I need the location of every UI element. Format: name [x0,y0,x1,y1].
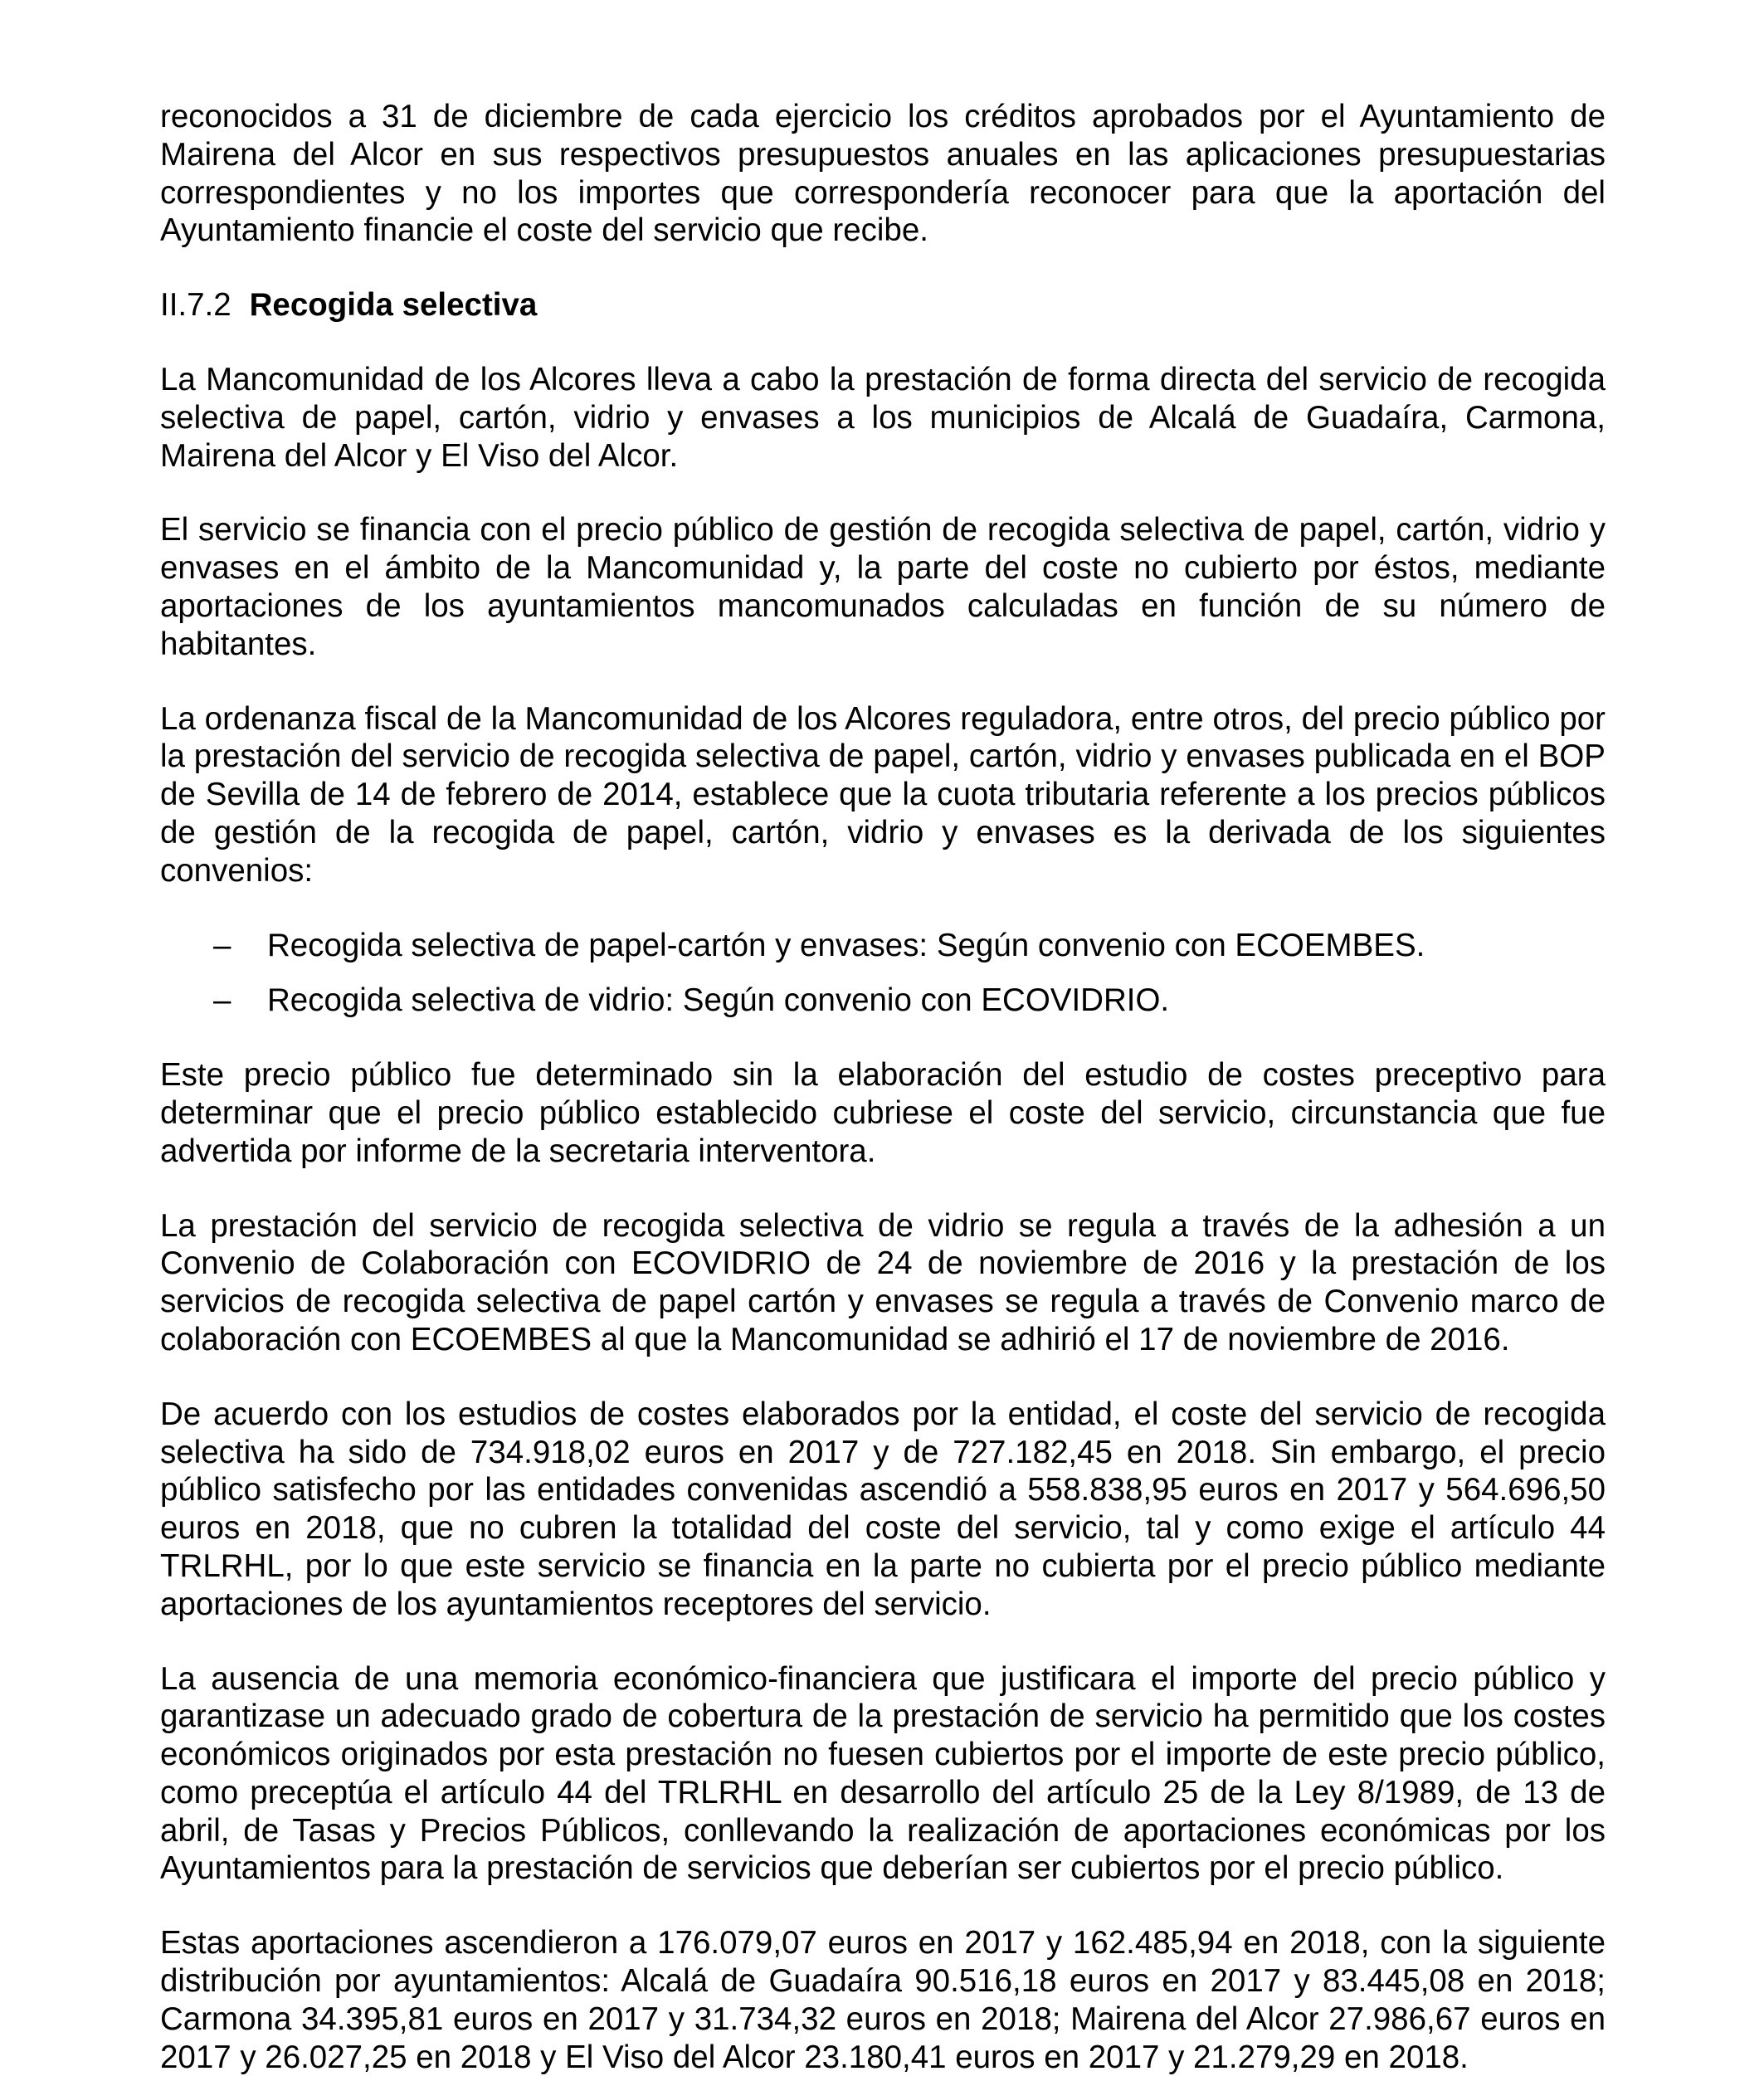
paragraph: La Mancomunidad de los Alcores lleva a cabo la prestación de forma directa del servicio de recogida selectiva de papel, cartón, vidrio y envases a los municipios de Alcalá de Guadaíra, Carmona, Mairena del Alcor y El Viso del Alcor. [160,361,1606,474]
dash-bullet: – [213,927,231,963]
paragraph: La prestación del servicio de recogida selectiva de vidrio se regula a través de la adhesión a un Convenio de Colaboración con ECOVIDRIO de 24 de noviembre de 2016 y la prestación de los servicios de recogida selectiva de papel cartón y envases se regula a través de Convenio marco de colaboración con ECOEMBES al que la Mancomunidad se adhirió el 17 de noviembre de 2016. [160,1207,1606,1357]
list-item [160,927,1606,965]
list-item-text: Recogida selectiva de vidrio: Según convenio con ECOVIDRIO. [267,982,1170,1019]
convenios-list [160,927,1606,1021]
section-heading [160,286,1606,324]
section-number: II.7.2 [160,287,231,324]
paragraph: Este precio público fue determinado sin la elaboración del estudio de costes preceptivo para determinar que el precio público establecido cubriese el coste del servicio, circunstancia que fue advertida por informe de la secretaria interventora. [160,1057,1606,1169]
paragraph: La ausencia de una memoria económico-financiera que justificara el importe del precio público y garantizase un adecuado grado de cobertura de la prestación de servicio ha permitido que los costes económicos originados por esta prestación no fuesen cubiertos por el importe de este precio público, como preceptúa el artículo 44 del TRLRHL en desarrollo del artículo 25 de la Ley 8/1989, de 13 de abril, de Tasas y Precios Públicos, conllevando la realización de aportaciones económicas por los Ayuntamientos para la prestación de servicios que deberían ser cubiertos por el precio público. [160,1660,1606,1887]
section-title: Recogida selectiva [249,287,538,324]
list-item [160,982,1606,1020]
dash-bullet: – [213,982,231,1019]
paragraph-continuation: reconocidos a 31 de diciembre de cada ejercicio los créditos aprobados por el Ayuntamiento de Mairena del Alcor en sus respectivos presupuestos anuales en las aplicaciones presupuestarias correspondientes y no los importes que correspondería reconocer para que la aportación del Ayuntamiento financie el coste del servicio que recibe. [160,99,1606,249]
paragraph: La ordenanza fiscal de la Mancomunidad de los Alcores reguladora, entre otros, del precio público por la prestación del servicio de recogida selectiva de papel, cartón, vidrio y envases publicada en el BOP de Sevilla de 14 de febrero de 2014, establece que la cuota tributaria referente a los precios públicos de gestión de la recogida de papel, cartón, vidrio y envases es la derivada de los siguientes convenios: [160,700,1606,889]
document-page [160,98,1606,2076]
paragraph: El servicio se financia con el precio público de gestión de recogida selectiva de papel, cartón, vidrio y envases en el ámbito de la Mancomunidad y, la parte del coste no cubierto por éstos, mediante aportaciones de los ayuntamientos mancomunados calculadas en función de su número de habitantes. [160,512,1606,662]
paragraph: De acuerdo con los estudios de costes elaborados por la entidad, el coste del servicio de recogida selectiva ha sido de 734.918,02 euros en 2017 y de 727.182,45 en 2018. Sin embargo, el precio público satisfecho por las entidades convenidas ascendió a 558.838,95 euros en 2017 y 564.696,50 euros en 2018, que no cubren la totalidad del coste del servicio, tal y como exige el artículo 44 TRLRHL, por lo que este servicio se financia en la parte no cubierta por el precio público mediante aportaciones de los ayuntamientos receptores del servicio. [160,1396,1606,1622]
list-item-text: Recogida selectiva de papel-cartón y envases: Según convenio con ECOEMBES. [267,927,1425,963]
paragraph: Estas aportaciones ascendieron a 176.079,07 euros en 2017 y 162.485,94 en 2018, con la siguiente distribución por ayuntamientos: Alcalá de Guadaíra 90.516,18 euros en 2017 y 83.445,08 en 2018; Carmona 34.395,81 euros en 2017 y 31.734,32 euros en 2018; Mairena del Alcor 27.986,67 euros en 2017 y 26.027,25 en 2018 y El Viso del Alcor 23.180,41 euros en 2017 y 21.279,29 en 2018. [160,1925,1606,2075]
